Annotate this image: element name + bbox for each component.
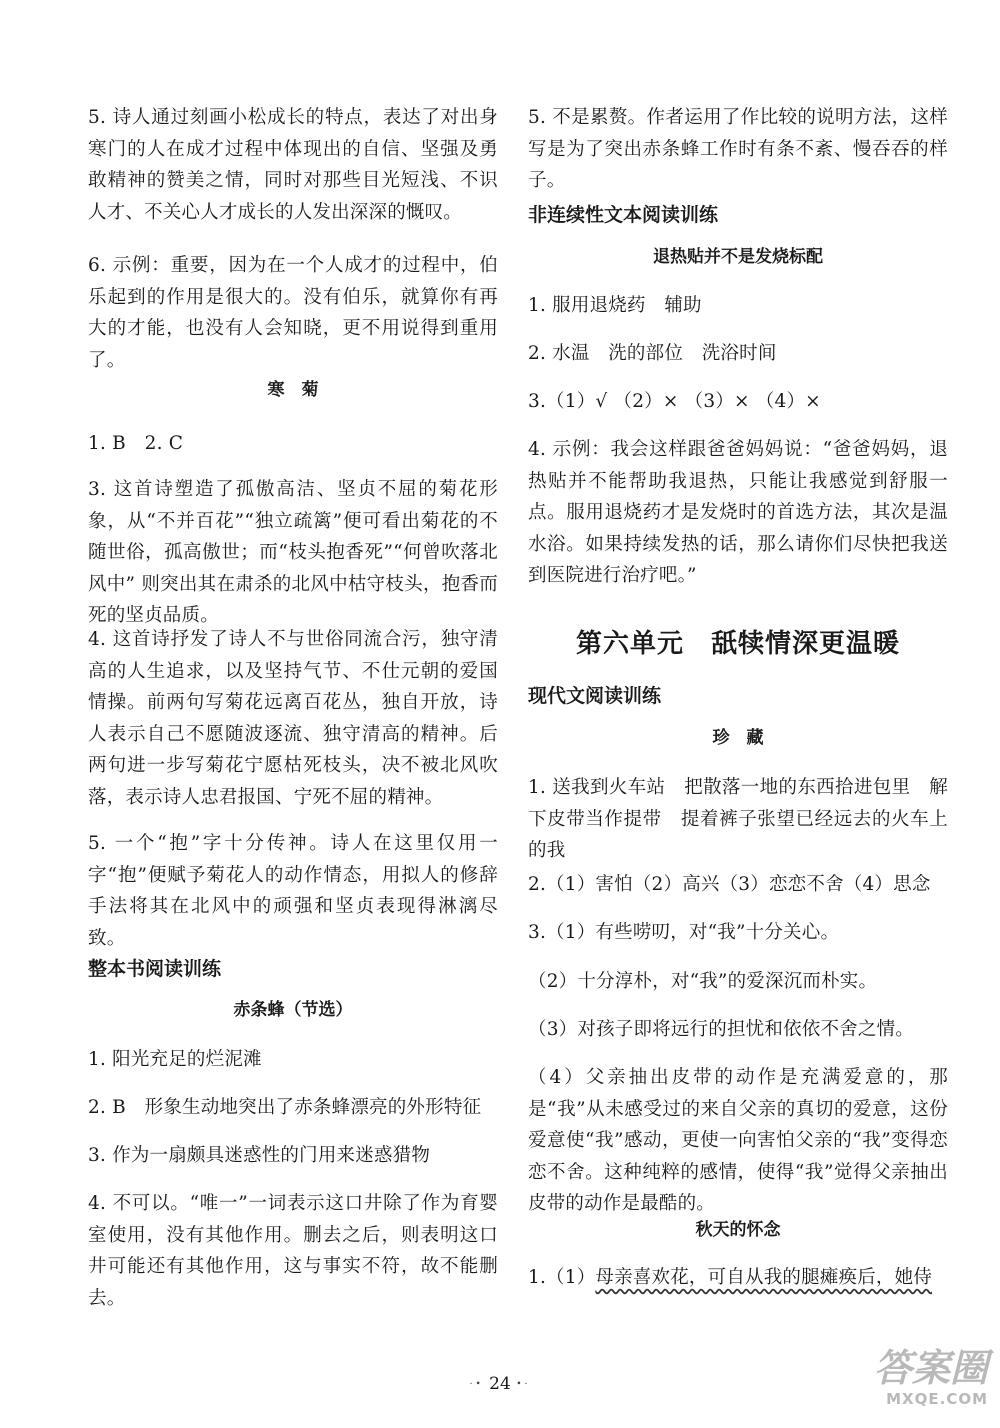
answer-treasure-q3-1: 3.（1）有些唠叨，对“我”十分关心。 — [528, 922, 840, 943]
answer-wasp-q3: 3. 作为一扇颇具迷惑性的门用来迷惑猎物 — [88, 1145, 431, 1166]
watermark-logo — [820, 1346, 988, 1422]
answer-poem-q5: 5. 诗人通过刻画小松成长的特点，表达了对出身寒门的人在成才过程中体现出的自信、坚强及勇敢精神的赞美之情，同时对那些目光短浅、不识人才、不关心人才成长的人发出深深的慨叹。 — [88, 107, 498, 223]
answer-autumn-q1-text: 母亲喜欢花，可自从我的腿瘫痪后，她侍 — [595, 1267, 933, 1288]
section-noncontinuous: 非连续性文本阅读训练 — [528, 204, 719, 226]
answer-hanju-q4: 4. 这首诗抒发了诗人不与世俗同流合污，独守清高的人生追求，以及坚持气节、不仕元朝的爱国情操。前两句写菊花远离百花丛，独自开放，诗人表示自己不愿随波逐流、独守清高的精神。后两句进一步写菊花宁愿枯死枝头，决不被北风吹落，表示诗人忠君报国、宁死不屈的精神。 — [88, 629, 498, 808]
answer-autumn-q1-prefix: 1.（1） — [528, 1267, 596, 1288]
watermark-url: MXQE.COM — [886, 1390, 988, 1408]
answer-treasure-q1: 1. 送我到火车站 把散落一地的东西拾进包里 解下皮带当作提带 提着裤子张望已经远去的火车上的我 — [528, 777, 948, 862]
answer-wasp-q2: 2. B 形象生动地突出了赤条蜂漂亮的外形特征 — [88, 1097, 482, 1118]
left-dots-ornament: ·• — [469, 1379, 484, 1390]
answer-patch-q2: 2. 水温 洗的部位 洗浴时间 — [528, 343, 777, 364]
answer-autumn-q1 — [528, 1262, 948, 1294]
answer-hanju-q3: 3. 这首诗塑造了孤傲高洁、坚贞不屈的菊花形象，从“不并百花”“独立疏篱”便可看出菊花的不随世俗，孤高傲世；而“枝头抱香死”“何曾吹落北风中” 则突出其在肃杀的北风中枯守枝头，抱香而死的坚贞品质。 — [88, 479, 498, 627]
section-modern-reading: 现代文阅读训练 — [528, 685, 662, 707]
answer-treasure-q3-4: （4）父亲抽出皮带的动作是充满爱意的，那是“我”从未感受过的来自父亲的真切的爱意，这份爱意使“我”感动，更使一向害怕父亲的“我”变得恋恋不舍。这种纯粹的感情，使得“我”觉得父亲抽出皮带的动作是最酷的。 — [528, 1067, 948, 1215]
unit-title: 第六单元 舐犊情深更温暖 — [575, 629, 900, 659]
page-number: 24 — [489, 1374, 511, 1394]
answer-patch-q4: 4. 示例：我会这样跟爸爸妈妈说：“爸爸妈妈，退热贴并不能帮助我退热，只能让我感觉到舒服一点。服用退烧药才是发烧时的首选方法，其次是温水浴。如果持续发热的话，那么请你们尽快把我送到医院进行治疗吧。” — [528, 439, 948, 587]
answer-treasure-q2: 2.（1）害怕（2）高兴（3）恋恋不舍（4）思念 — [528, 874, 931, 895]
title-wasp: 赤条蜂（节选） — [233, 1000, 353, 1020]
answer-poem-q6: 6. 示例：重要，因为在一个人成才的过程中，伯乐起到的作用是很大的。没有伯乐，就算你有再大的才能，也没有人会知晓，更不用说得到重用了。 — [88, 255, 498, 371]
answer-wasp-q1: 1. 阳光充足的烂泥滩 — [88, 1049, 262, 1070]
title-treasure: 珍 藏 — [712, 728, 764, 748]
title-hanju: 寒 菊 — [267, 380, 319, 400]
answer-wasp-q5: 5. 不是累赘。作者运用了作比较的说明方法，这样写是为了突出赤条蜂工作时有条不紊、慢吞吞的样子。 — [528, 107, 948, 192]
section-whole-book: 整本书阅读训练 — [88, 958, 222, 980]
watermark-chinese: 答案圈 — [873, 1346, 988, 1390]
answer-patch-q1: 1. 服用退烧药 辅助 — [528, 295, 702, 316]
answer-hanju-q1-2: 1. B 2. C — [88, 433, 184, 454]
right-dots-ornament: •· — [516, 1379, 531, 1390]
answer-treasure-q3-3: （3）对孩子即将远行的担忧和依依不舍之情。 — [528, 1019, 914, 1040]
answer-treasure-q3-2: （2）十分淳朴，对“我”的爱深沉而朴实。 — [528, 971, 878, 992]
answer-wasp-q4: 4. 不可以。“唯一”一词表示这口井除了作为育婴室使用，没有其他作用。删去之后，则表明这口井可能还有其他作用，这与事实不符，故不能删去。 — [88, 1193, 498, 1309]
title-autumn: 秋天的怀念 — [695, 1220, 781, 1240]
answer-patch-q3: 3.（1）√ （2）× （3）× （4）× — [528, 391, 821, 412]
answer-hanju-q5: 5. 一个“抱”字十分传神。诗人在这里仅用一字“抱”便赋予菊花人的动作情态，用拟人的修辞手法将其在北风中的顽强和坚贞表现得淋漓尽致。 — [88, 833, 498, 949]
title-fever-patch: 退热贴并不是发烧标配 — [653, 247, 823, 267]
